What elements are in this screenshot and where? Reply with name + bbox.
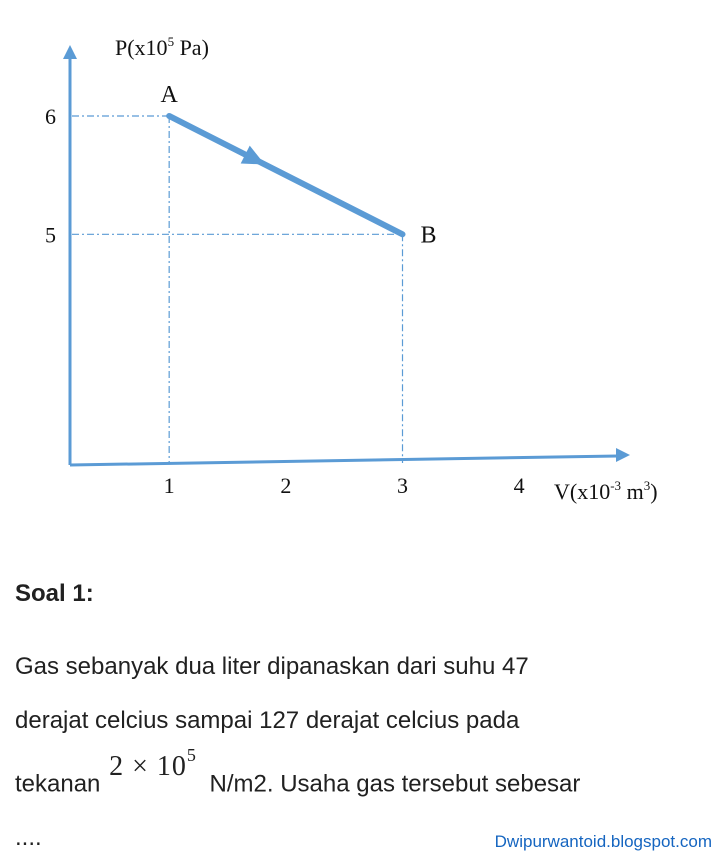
y-tick-5: 5 [45, 222, 56, 248]
point-label-b: B [420, 222, 437, 249]
x-tick-labels [164, 473, 525, 498]
y-axis-label: $P(x10^5$ Pa) [115, 34, 209, 60]
y-tick-labels [45, 104, 56, 247]
pressure-formula: $2 \times 10^5$ [109, 745, 197, 783]
x-tick-3: 3 [397, 473, 408, 498]
y-tick-6: 6 [45, 103, 56, 129]
x-tick-1: 1 [163, 473, 175, 498]
dashed-guide-lines [72, 116, 403, 463]
x-tick-4: 4 [513, 473, 525, 498]
source-watermark: Dwipurwantoid.blogspot.com [494, 832, 712, 851]
x-axis-label: $V(x10^{-3}$ $m^3$) [554, 478, 658, 504]
x-axis [70, 456, 618, 465]
question-line-2: derajat celcius sampai 127 derajat celcius pada [15, 707, 520, 734]
question-line-3-end: N/m2. Usaha gas tersebut sebesar [209, 770, 581, 798]
y-axis-arrowhead [63, 45, 77, 59]
question-line-1: Gas sebanyak dua liter dipanaskan dari suhu 47 [15, 653, 529, 680]
point-label-a: A [160, 81, 178, 108]
x-axis-arrowhead [616, 448, 630, 462]
question-line-4: .... [15, 824, 42, 852]
process-line-a-b [169, 116, 402, 234]
question-line-3-start: tekanan [15, 770, 101, 798]
x-tick-2: 2 [280, 473, 292, 498]
question-heading: Soal 1: [15, 580, 94, 607]
